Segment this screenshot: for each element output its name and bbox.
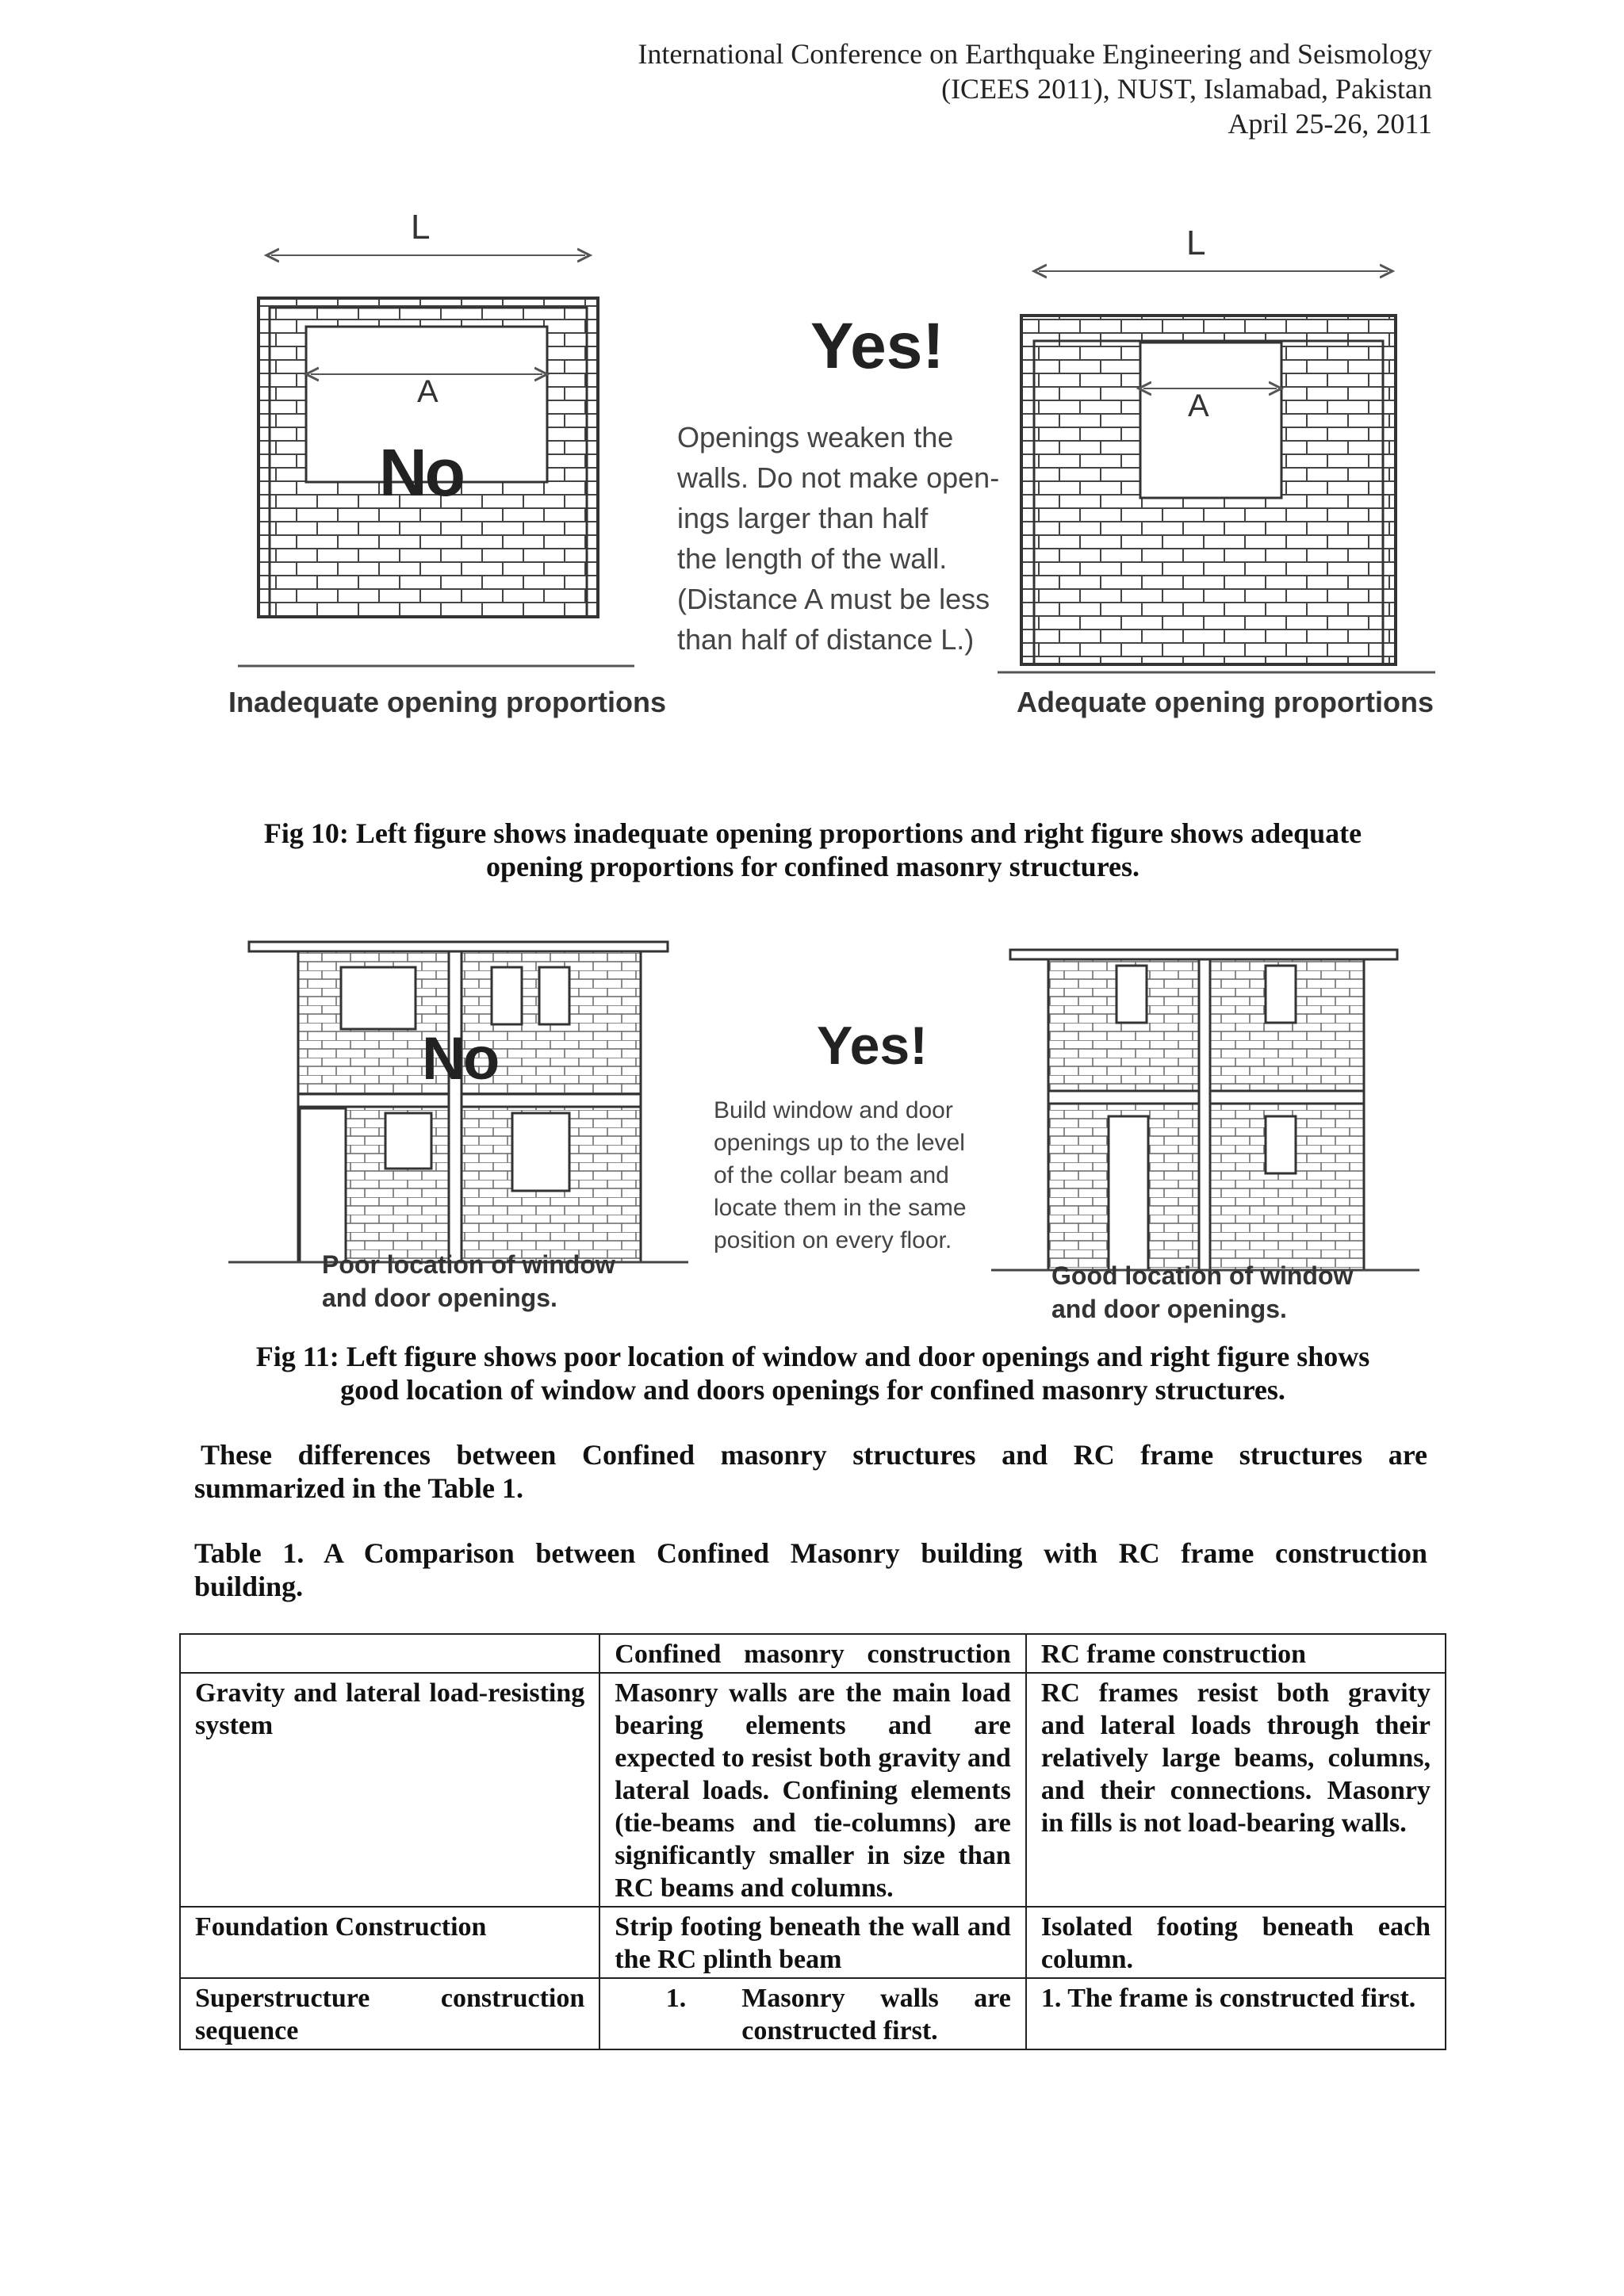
left-figure-label: Inadequate opening proportions <box>228 686 666 718</box>
figure-10-note <box>677 417 999 660</box>
table-title-line: Table 1. A Comparison between Confined Masonry building with RC frame construction <box>194 1537 1427 1569</box>
left-house-roof <box>249 942 668 951</box>
no-label: No <box>379 435 463 510</box>
note-line: than half of distance L.) <box>677 623 975 656</box>
table-row-label: Gravity and lateral load-resisting system <box>180 1673 599 1907</box>
table-row-label: Foundation Construction <box>180 1907 599 1978</box>
right-L-label: L <box>1186 224 1206 262</box>
numbered-item <box>615 1982 1011 2047</box>
conference-header <box>638 36 1432 141</box>
note-line: locate them in the same <box>714 1195 967 1221</box>
note-line: the length of the wall. <box>677 542 948 575</box>
right-house-label <box>1051 1259 1353 1326</box>
yes-label: Yes! <box>817 1016 928 1076</box>
label-line: Poor location of window <box>322 1250 615 1279</box>
table-cell-rc: Isolated footing beneath each column. <box>1026 1907 1446 1978</box>
caption-line: Fig 11: Left figure shows poor location of window and door openings and right figure shows <box>255 1341 1370 1372</box>
header-line-3: April 25-26, 2011 <box>1228 108 1432 140</box>
left-L-label: L <box>411 208 431 247</box>
yes-label: Yes! <box>810 310 944 382</box>
table-header-row <box>180 1634 1446 1673</box>
right-wall-opening <box>1140 342 1281 498</box>
item-text: Masonry walls are constructed first. <box>741 1984 1011 2045</box>
table-title <box>194 1536 1427 1603</box>
table-header-cell: RC frame construction <box>1026 1634 1446 1673</box>
paragraph-line: summarized in the Table 1. <box>194 1472 524 1504</box>
figure-11-caption <box>190 1340 1435 1406</box>
caption-line: Fig 10: Left figure shows inadequate opening proportions and right figure shows adequate <box>263 817 1362 849</box>
note-line: ings larger than half <box>677 502 929 534</box>
left-house-label <box>322 1248 615 1314</box>
note-line: openings up to the level <box>714 1130 965 1156</box>
item-number: 1. <box>665 1984 687 2013</box>
note-line: Build window and door <box>714 1097 953 1123</box>
figure-10-caption <box>190 817 1435 883</box>
comparison-table <box>179 1633 1446 2050</box>
right-A-label: A <box>1188 388 1209 423</box>
paragraph-line: These differences between Confined masonry structures and RC frame structures are <box>201 1439 1427 1471</box>
table-header-cell <box>180 1634 599 1673</box>
table-cell-masonry <box>599 1978 1026 2049</box>
note-line: walls. Do not make open- <box>677 461 1000 494</box>
table-row <box>180 1907 1446 1978</box>
label-line: Good location of window <box>1051 1261 1354 1290</box>
body-paragraph <box>194 1438 1427 1505</box>
figure-11 <box>222 936 1443 1324</box>
note-line: position on every floor. <box>714 1227 952 1253</box>
table-cell-rc: RC frames resist both gravity and lateral loads through their relatively large beams, columns, and their connections. Masonry in fills is not load-bearing walls. <box>1026 1673 1446 1907</box>
table-cell-masonry: Strip footing beneath the wall and the RC plinth beam <box>599 1907 1026 1978</box>
figure-10 <box>214 198 1451 737</box>
right-figure-label: Adequate opening proportions <box>1017 686 1434 718</box>
table-row-label: Superstructure construction sequence <box>180 1978 599 2049</box>
note-line: Openings weaken the <box>677 421 954 453</box>
note-line: (Distance A must be less <box>677 583 990 615</box>
figure-11-note <box>714 1094 967 1257</box>
table-row <box>180 1673 1446 1907</box>
no-label: No <box>422 1025 498 1093</box>
caption-line: good location of window and doors openings for confined masonry structures. <box>340 1374 1285 1406</box>
table-row <box>180 1978 1446 2049</box>
header-line-1: International Conference on Earthquake Engineering and Seismology <box>638 38 1432 70</box>
table-cell-rc: 1. The frame is constructed first. <box>1026 1978 1446 2049</box>
note-line: of the collar beam and <box>714 1162 949 1188</box>
label-line: and door openings. <box>1051 1295 1287 1323</box>
caption-line: opening proportions for confined masonry structures. <box>485 851 1140 882</box>
label-line: and door openings. <box>322 1284 557 1312</box>
table-header-cell: Confined masonry construction <box>599 1634 1026 1673</box>
left-A-label: A <box>417 374 439 409</box>
header-line-2: (ICEES 2011), NUST, Islamabad, Pakistan <box>941 73 1432 105</box>
table-title-line: building. <box>194 1571 304 1602</box>
right-house-roof <box>1010 950 1397 959</box>
table-cell-masonry: Masonry walls are the main load bearing elements and are expected to resist both gravity and lateral loads. Confining elements (tie-beams and tie-columns) are significantly smaller in size than RC beams and columns. <box>599 1673 1026 1907</box>
